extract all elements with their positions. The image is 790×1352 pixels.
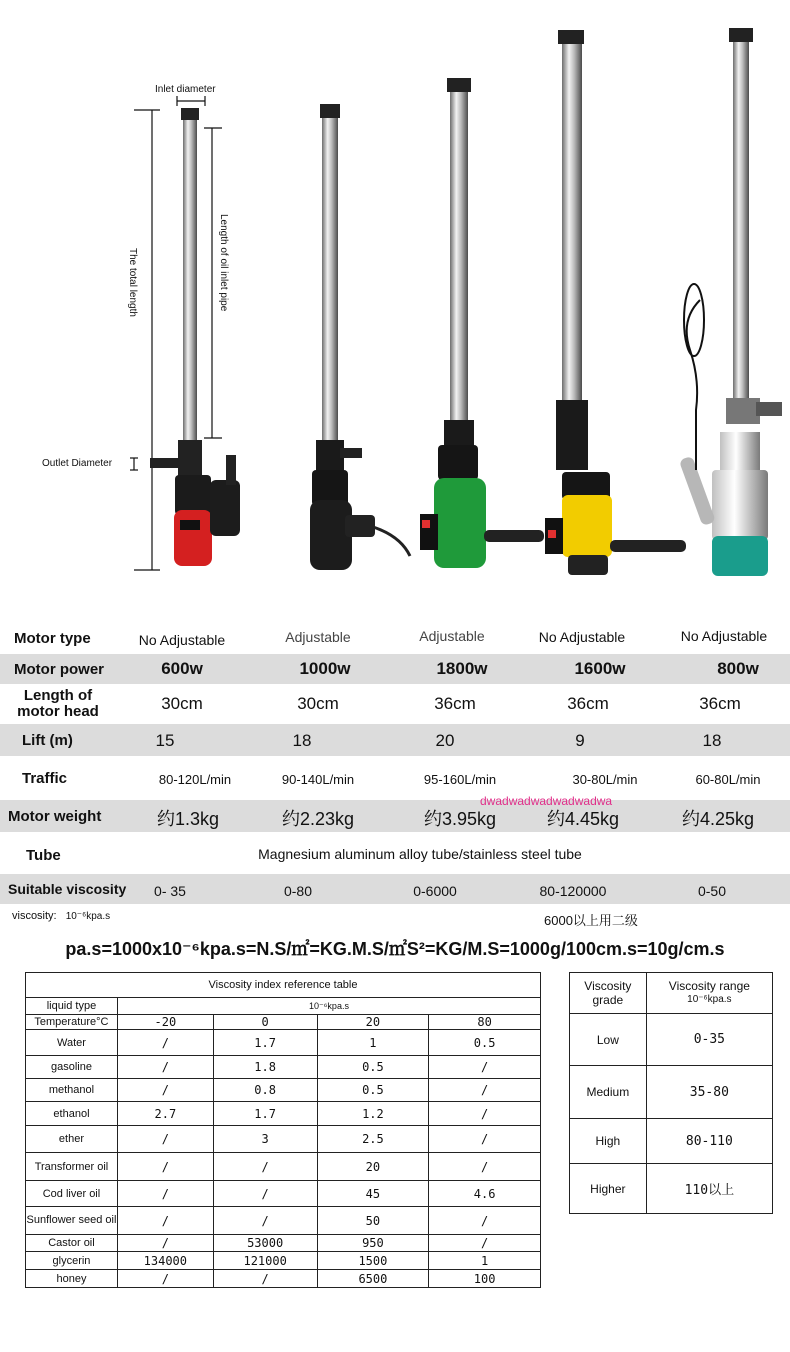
ref-table-temp: 0 (213, 1015, 317, 1030)
pump-illustration (0, 0, 790, 600)
spec-row-length (0, 684, 790, 724)
table-cell: 0.5 (317, 1056, 429, 1079)
spec-cell: 0- 35 (154, 883, 186, 899)
table-cell: 1 (429, 1252, 541, 1270)
spec-label-length-line2: motor head (17, 703, 99, 720)
liquid-name: gasoline (26, 1056, 118, 1079)
grade-header-line1: Viscosity (584, 979, 632, 993)
spec-cell: 0-6000 (413, 883, 457, 899)
spec-row-lift (0, 724, 790, 756)
spec-cell: 1800w (436, 659, 488, 678)
table-row (26, 1207, 541, 1235)
table-cell: / (213, 1153, 317, 1181)
table-cell: 1.2 (317, 1102, 429, 1126)
spec-label-motor-power: Motor power (14, 661, 104, 678)
table-cell: / (117, 1235, 213, 1252)
spec-label-weight: Motor weight (8, 808, 102, 825)
ref-table-unit: 10⁻⁶kpa.s (117, 998, 540, 1015)
pump-4 (545, 30, 686, 575)
table-cell: / (429, 1102, 541, 1126)
spec-label-length-line1: Length of (23, 687, 93, 704)
spec-cell: 20 (435, 731, 455, 750)
table-cell: 134000 (117, 1252, 213, 1270)
spec-cell: 约3.95kg (423, 809, 497, 829)
spec-cell: 80-120L/min (158, 772, 232, 787)
spec-cell: 60-80L/min (695, 772, 761, 787)
watermark-text: dwadwadwadwadwadwa (480, 794, 613, 808)
spec-cell: 30-80L/min (572, 772, 638, 787)
table-cell: 53000 (213, 1235, 317, 1252)
spec-cell: 1000w (299, 659, 351, 678)
table-cell: / (429, 1235, 541, 1252)
spec-cell: 80-120000 (539, 883, 607, 899)
table-row (26, 1270, 541, 1288)
liquid-name: Castor oil (26, 1235, 118, 1252)
grade-header-line2: grade (592, 993, 624, 1007)
table-cell: / (117, 1181, 213, 1207)
viscosity-reference-table (25, 972, 541, 1288)
table-cell: / (213, 1270, 317, 1288)
pump-1 (150, 108, 240, 566)
spec-label-viscosity: Suitable viscosity (8, 881, 127, 897)
outlet-diameter-label: Outlet Diameter (42, 458, 113, 469)
spec-cell: 600w (161, 659, 203, 678)
table-cell: / (429, 1126, 541, 1153)
spec-cell: 90-140L/min (281, 772, 355, 787)
liquid-name: honey (26, 1270, 118, 1288)
spec-row-tube (0, 834, 790, 874)
table-cell: / (429, 1056, 541, 1079)
range-header-label: Viscosity range (668, 979, 750, 993)
table-row (570, 1014, 773, 1066)
pump-5 (679, 28, 782, 576)
grade-range: 110以上 (646, 1164, 772, 1214)
pump-3 (420, 78, 544, 568)
viscosity-grade-table (569, 972, 773, 1214)
spec-row-traffic (0, 756, 790, 798)
grade-name: Higher (570, 1164, 647, 1214)
table-row (26, 1235, 541, 1252)
table-cell: 121000 (213, 1252, 317, 1270)
inlet-diameter-label: Inlet diameter (155, 84, 216, 95)
spec-label-lift: Lift (m) (22, 732, 73, 749)
table-cell: 0.8 (213, 1079, 317, 1102)
ref-table-temp: 20 (317, 1015, 429, 1030)
viscosity-unit-label: viscosity: (12, 910, 57, 922)
spec-row-motor-power (0, 654, 790, 684)
pump-2 (310, 104, 410, 570)
table-cell: / (429, 1079, 541, 1102)
table-cell: 1.7 (213, 1102, 317, 1126)
spec-cell: 36cm (434, 694, 476, 713)
spec-cell: 0-50 (697, 883, 727, 899)
ref-table-temp-header: Temperature°C (26, 1015, 118, 1030)
spec-label-length (8, 688, 108, 720)
table-row (570, 1164, 773, 1214)
spec-cell: 9 (575, 731, 585, 750)
spec-tube-value: Magnesium aluminum alloy tube/stainless steel tube (258, 846, 582, 862)
table-cell: 2.7 (117, 1102, 213, 1126)
grade-range: 80-110 (646, 1119, 772, 1164)
grade-name: Medium (570, 1066, 647, 1119)
viscosity-note: 6000以上用二级 (544, 913, 638, 928)
table-cell: / (117, 1270, 213, 1288)
spec-cell: 30cm (161, 694, 203, 713)
table-cell: 0.5 (429, 1030, 541, 1056)
ref-table-title: Viscosity index reference table (26, 973, 541, 998)
spec-cell: Adjustable (285, 629, 351, 645)
table-cell: / (117, 1079, 213, 1102)
table-cell: 1 (317, 1030, 429, 1056)
table-cell: / (213, 1207, 317, 1235)
spec-row-viscosity (0, 874, 790, 904)
product-photo (0, 0, 790, 600)
table-row (26, 1153, 541, 1181)
table-row (26, 1252, 541, 1270)
spec-cell: 约4.25kg (681, 809, 755, 829)
spec-cell: 36cm (699, 694, 741, 713)
table-row (26, 1181, 541, 1207)
spec-label-tube: Tube (26, 847, 61, 864)
spec-cell: 30cm (297, 694, 339, 713)
table-row (26, 1030, 541, 1056)
spec-cell: 约1.3kg (156, 809, 220, 829)
table-cell: / (429, 1153, 541, 1181)
liquid-name: methanol (26, 1079, 118, 1102)
ref-table-temp: 80 (429, 1015, 541, 1030)
grade-range: 0-35 (646, 1014, 772, 1066)
spec-cell: 约4.45kg (546, 809, 620, 829)
table-cell: 1.8 (213, 1056, 317, 1079)
table-cell: / (117, 1153, 213, 1181)
table-cell: 3 (213, 1126, 317, 1153)
grade-name: High (570, 1119, 647, 1164)
table-row (26, 1056, 541, 1079)
total-length-label: The total length (127, 248, 138, 317)
spec-cell: 1600w (574, 659, 626, 678)
table-cell: 1500 (317, 1252, 429, 1270)
table-cell: / (429, 1207, 541, 1235)
table-cell: 100 (429, 1270, 541, 1288)
grade-range: 35-80 (646, 1066, 772, 1119)
grade-name: Low (570, 1014, 647, 1066)
spec-row-weight (0, 800, 790, 832)
table-cell: 50 (317, 1207, 429, 1235)
liquid-name: Water (26, 1030, 118, 1056)
spec-cell: Adjustable (419, 628, 485, 644)
table-cell: 0.5 (317, 1079, 429, 1102)
spec-label-motor-type: Motor type (14, 630, 91, 647)
table-row (26, 1079, 541, 1102)
range-header (646, 973, 772, 1014)
table-row (26, 1102, 541, 1126)
liquid-name: Transformer oil (26, 1153, 118, 1181)
table-cell: / (117, 1207, 213, 1235)
inlet-pipe-length-label: Length of oil inlet pipe (218, 214, 229, 312)
spec-cell: 15 (155, 731, 175, 750)
table-row (26, 1126, 541, 1153)
spec-cell: No Adjustable (538, 629, 626, 645)
liquid-name: glycerin (26, 1252, 118, 1270)
table-cell: 2.5 (317, 1126, 429, 1153)
spec-cell: 18 (702, 731, 722, 750)
spec-label-traffic: Traffic (22, 770, 68, 787)
table-cell: 20 (317, 1153, 429, 1181)
table-cell: 4.6 (429, 1181, 541, 1207)
table-cell: / (117, 1126, 213, 1153)
spec-cell: 95-160L/min (423, 772, 497, 787)
spec-cell: No Adjustable (138, 632, 226, 648)
table-cell: 45 (317, 1181, 429, 1207)
table-cell: / (213, 1181, 317, 1207)
spec-cell: 0-80 (283, 883, 313, 899)
viscosity-unit: 10⁻⁶kpa.s (65, 911, 111, 922)
spec-cell: 36cm (567, 694, 609, 713)
grade-header (570, 973, 647, 1014)
spec-cell: 800w (717, 659, 759, 678)
ref-table-liquid-type-header: liquid type (26, 998, 118, 1015)
table-cell: 6500 (317, 1270, 429, 1288)
spec-cell: 18 (292, 731, 312, 750)
table-row (570, 1066, 773, 1119)
table-row (570, 1119, 773, 1164)
liquid-name: ethanol (26, 1102, 118, 1126)
liquid-name: Sunflower seed oil (26, 1207, 118, 1235)
table-cell: / (117, 1056, 213, 1079)
spec-cell: No Adjustable (680, 628, 768, 644)
ref-table-temp: -20 (117, 1015, 213, 1030)
table-cell: / (117, 1030, 213, 1056)
spec-cell: 约2.23kg (281, 809, 355, 829)
viscosity-unit-line (12, 910, 110, 922)
table-cell: 1.7 (213, 1030, 317, 1056)
range-header-unit: 10⁻⁶kpa.s (687, 994, 732, 1005)
spec-row-motor-type (0, 622, 790, 654)
table-cell: 950 (317, 1235, 429, 1252)
liquid-name: ether (26, 1126, 118, 1153)
liquid-name: Cod liver oil (26, 1181, 118, 1207)
viscosity-formula: pa.s=1000x10⁻⁶kpa.s=N.S/㎡=KG.M.S/㎡S²=KG/M.S=1000g/100cm.s=10g/cm.s (65, 939, 725, 959)
